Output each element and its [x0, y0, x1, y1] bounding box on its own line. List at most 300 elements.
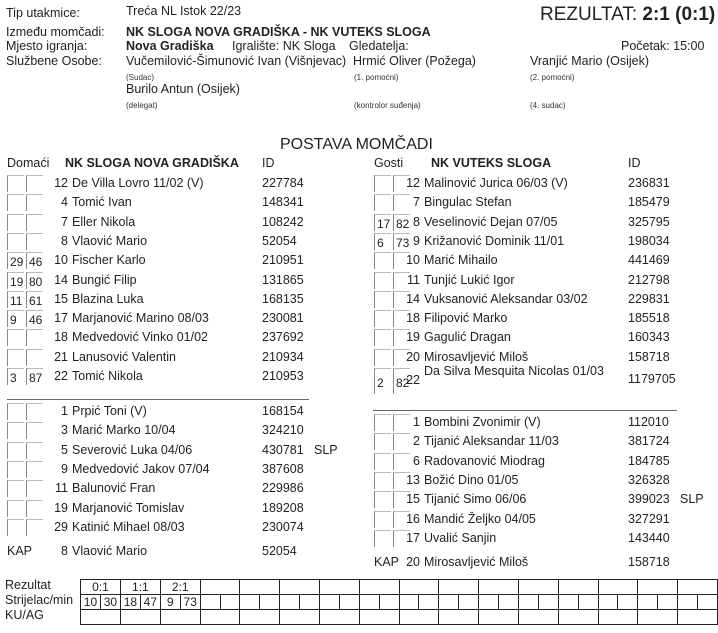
player-id: 229986: [262, 481, 304, 496]
player-id: 430781: [262, 442, 304, 457]
player-id: 210934: [262, 349, 304, 364]
scorer-minute-cell: [260, 595, 280, 610]
stadium-value: Igralište: NK Sloga: [232, 39, 336, 53]
player-number: 5: [61, 442, 68, 457]
player-id: 148341: [262, 195, 304, 210]
scorer-number-cell: [638, 595, 658, 610]
scorer-minute-cell: [300, 595, 320, 610]
player-number: 20: [406, 349, 420, 364]
home-starter-row: [7, 174, 347, 193]
player-id: 229831: [628, 291, 670, 306]
player-number: 2: [413, 434, 420, 449]
player-name: Radovanović Miodrag: [424, 453, 545, 468]
player-id: 185479: [628, 195, 670, 210]
scorer-number-cell: [479, 595, 499, 610]
home-sub-row: [7, 479, 347, 498]
player-name: Mirosavljević Miloš: [424, 349, 529, 364]
player-id: 210951: [262, 253, 304, 268]
minute-box: [7, 233, 24, 250]
score-result-cell: 0:1: [81, 580, 121, 595]
home-sub-row: [7, 402, 347, 421]
minute-box: [26, 214, 43, 231]
player-number: 15: [406, 492, 420, 507]
official-referee: Vučemilović-Šimunović Ivan (Višnjevac): [126, 54, 347, 68]
minute-box: [26, 461, 43, 478]
player-number: 12: [54, 176, 68, 190]
minute-box: 19: [7, 272, 24, 289]
minute-box: [26, 349, 43, 366]
home-starter-row: [7, 328, 347, 347]
minute-box: [7, 349, 24, 366]
player-id: 381724: [628, 434, 670, 449]
player-number: 11: [55, 481, 68, 496]
captain-number: 8: [61, 544, 68, 558]
player-name: Filipović Marko: [424, 311, 508, 326]
score-row-label-ku: KU/AG: [5, 608, 44, 622]
home-team-name: NK SLOGA NOVA GRADIŠKA: [65, 156, 239, 170]
scorer-number-cell: [678, 595, 698, 610]
player-number: 9: [61, 461, 68, 476]
player-name: Gagulić Dragan: [424, 330, 511, 345]
official-referee-role: (Sudac): [126, 73, 155, 82]
minute-box: [374, 414, 391, 431]
player-name: Mandić Željko 04/05: [424, 511, 536, 526]
home-sub-row: [7, 518, 347, 537]
score-ku-cell: [439, 610, 479, 625]
score-result-cell: [558, 580, 598, 595]
scorer-minute-cell: 47: [140, 595, 160, 610]
player-number: 8: [61, 233, 68, 248]
home-id-label: ID: [262, 156, 275, 170]
away-team-name: NK VUTEKS SLOGA: [431, 156, 552, 170]
scorer-number-cell: [399, 595, 419, 610]
player-number: 16: [406, 511, 420, 526]
minute-box: [374, 491, 391, 508]
captain-name: Vlaović Mario: [72, 544, 148, 558]
home-starter-row: [7, 193, 347, 212]
minute-box: 82: [393, 368, 410, 394]
minute-box: [374, 329, 391, 346]
player-number: 15: [54, 291, 68, 306]
score-result-row: [81, 580, 718, 595]
scorer-minute-cell: [459, 595, 479, 610]
minute-box: [7, 403, 24, 420]
player-name: Malinović Jurica 06/03 (V): [424, 176, 568, 190]
spectators-label: Gledatelja:: [349, 39, 409, 53]
scorer-minute-cell: [578, 595, 598, 610]
home-sub-row: [7, 460, 347, 479]
captain-label: KAP: [374, 555, 400, 569]
player-name: Božić Dino 01/05: [424, 472, 519, 487]
official-controller-role: (kontrolor suđenja): [354, 101, 421, 110]
score-ku-cell: [598, 610, 638, 625]
player-number: 29: [54, 519, 68, 534]
score-ku-cell: [200, 610, 240, 625]
player-id: 168154: [262, 404, 304, 418]
scorer-minute-cell: [538, 595, 558, 610]
official-fourth-role: (4. sudac): [530, 101, 566, 110]
scorer-number-cell: [439, 595, 459, 610]
home-captain-row: [7, 542, 347, 561]
minute-box: 82: [393, 214, 410, 231]
player-name: Vlaović Mario: [72, 233, 148, 248]
home-divider: [7, 399, 309, 400]
score-result-cell: [240, 580, 280, 595]
scorer-minute-cell: [339, 595, 359, 610]
minute-box: [374, 349, 391, 366]
player-name: Tijanić Aleksandar 11/03: [424, 434, 559, 449]
player-id: 184785: [628, 453, 670, 468]
player-number: 9: [413, 233, 420, 248]
player-status: SLP: [314, 442, 338, 457]
scorer-minute-cell: [697, 595, 717, 610]
score-result-cell: [638, 580, 678, 595]
player-name: Bombini Zvonimir (V): [424, 415, 541, 429]
minute-box: [26, 403, 43, 420]
home-sub-row: [7, 441, 347, 460]
minute-box: [7, 519, 24, 536]
minute-box: [7, 461, 24, 478]
player-name: Marić Marko 10/04: [72, 423, 176, 438]
teams-label: Između momčadi:: [6, 25, 105, 39]
scorer-minute-cell: 30: [100, 595, 120, 610]
score-result-cell: [280, 580, 320, 595]
home-sub-row: [7, 421, 347, 440]
result-block: [540, 4, 715, 26]
player-name: Tunjić Lukić Igor: [424, 272, 515, 287]
score-result-cell: 2:1: [160, 580, 200, 595]
player-number: 14: [54, 272, 68, 287]
away-captain-row: [374, 553, 714, 572]
player-number: 8: [413, 214, 420, 229]
away-starter-row: [374, 290, 714, 309]
player-name: Da Silva Mesquita Nicolas 01/03: [424, 364, 604, 378]
minute-box: [374, 453, 391, 470]
result-label: REZULTAT:: [540, 4, 638, 25]
minute-box: [26, 442, 43, 459]
player-number: 21: [54, 349, 68, 364]
player-id: 399023: [628, 492, 670, 507]
away-sub-row: [374, 471, 714, 490]
player-id: 112010: [628, 415, 669, 429]
teams-value: NK SLOGA NOVA GRADIŠKA - NK VUTEKS SLOGA: [126, 25, 431, 39]
score-result-cell: [399, 580, 439, 595]
home-starter-row: [7, 271, 347, 290]
away-starter-row: [374, 271, 714, 290]
minute-box: 3: [7, 368, 24, 385]
captain-name: Mirosavljević Miloš: [424, 555, 529, 569]
score-ku-cell: [399, 610, 439, 625]
scorer-number-cell: 9: [160, 595, 180, 610]
score-ku-cell: [359, 610, 399, 625]
score-ku-cell: [280, 610, 320, 625]
scorer-number-cell: [320, 595, 340, 610]
player-number: 17: [406, 530, 420, 545]
officials-label: Službene Osobe:: [6, 54, 102, 68]
player-id: 210953: [262, 369, 304, 383]
player-number: 14: [406, 291, 420, 306]
away-starter-row: [374, 193, 714, 212]
minute-box: [7, 480, 24, 497]
player-name: Tijanić Simo 06/06: [424, 492, 527, 507]
minute-box: 46: [26, 310, 43, 327]
match-type-value: Treća NL Istok 22/23: [126, 4, 242, 18]
minute-box: [7, 329, 24, 346]
score-result-cell: [439, 580, 479, 595]
player-id: 325795: [628, 214, 670, 229]
away-starter-row: [374, 309, 714, 328]
minute-box: 61: [26, 291, 43, 308]
home-starter-row: [7, 367, 347, 386]
official-delegate: Burilo Antun (Osijek): [126, 82, 240, 96]
score-ku-cell: [558, 610, 598, 625]
captain-id: 52054: [262, 544, 297, 558]
scorer-minute-cell: [419, 595, 439, 610]
player-number: 18: [406, 311, 420, 326]
minute-box: 46: [26, 252, 43, 269]
scorer-number-cell: [359, 595, 379, 610]
score-table: [80, 579, 718, 625]
scorer-number-cell: 18: [120, 595, 140, 610]
scorer-minute-cell: [379, 595, 399, 610]
home-starter-row: [7, 213, 347, 232]
player-number: 11: [407, 272, 420, 287]
away-side-label: Gosti: [374, 156, 404, 170]
player-number: 19: [406, 330, 420, 345]
player-id: 227784: [262, 176, 304, 190]
minute-box: 6: [374, 233, 391, 250]
home-side-label: Domaći: [7, 156, 50, 170]
minute-box: 9: [7, 310, 24, 327]
player-name: Veselinović Dejan 07/05: [424, 214, 558, 229]
player-id: 230074: [262, 519, 304, 534]
player-name: De Villa Lovro 11/02 (V): [72, 176, 204, 190]
score-result-cell: [359, 580, 399, 595]
player-id: 230081: [262, 311, 304, 326]
player-name: Fischer Karlo: [72, 253, 146, 268]
player-id: 387608: [262, 461, 304, 476]
minute-box: [374, 175, 391, 192]
official-assistant-2: Vranjić Mario (Osijek): [530, 54, 650, 68]
scorer-number-cell: [240, 595, 260, 610]
player-number: 10: [406, 253, 420, 268]
score-result-cell: [320, 580, 360, 595]
match-type-label: Tip utakmice:: [6, 6, 80, 20]
official-delegate-role: (delegat): [126, 101, 158, 110]
score-ku-cell: [479, 610, 519, 625]
minute-box: [7, 442, 24, 459]
away-starter-row: [374, 213, 714, 232]
player-number: 19: [54, 500, 68, 515]
score-result-cell: [598, 580, 638, 595]
minute-box: [26, 480, 43, 497]
minute-box: [374, 433, 391, 450]
score-result-cell: [518, 580, 558, 595]
player-name: Vuksanović Aleksandar 03/02: [424, 291, 588, 306]
player-name: Bungić Filip: [72, 272, 137, 287]
minute-box: 80: [26, 272, 43, 289]
player-number: 10: [54, 253, 68, 268]
player-id: 168135: [262, 291, 304, 306]
player-name: Marjanović Marino 08/03: [72, 311, 209, 326]
player-name: Prpić Toni (V): [72, 404, 147, 418]
result-value: 2:1 (0:1): [642, 4, 716, 25]
home-starter-row: [7, 348, 347, 367]
score-ku-cell: [120, 610, 160, 625]
minute-box: 2: [374, 368, 391, 394]
away-starter-row: [374, 232, 714, 251]
away-id-label: ID: [628, 156, 641, 170]
home-sub-row: [7, 499, 347, 518]
section-title: POSTAVA MOMČADI: [280, 136, 433, 153]
player-name: Severović Luka 04/06: [72, 442, 193, 457]
player-id: 143440: [628, 530, 670, 545]
player-name: Balunović Fran: [72, 481, 156, 496]
minute-box: [7, 214, 24, 231]
captain-number: 20: [406, 555, 420, 569]
captain-id: 158718: [628, 555, 670, 569]
player-id: 108242: [262, 214, 304, 229]
player-name: Bingulac Stefan: [424, 195, 512, 210]
player-id: 158718: [628, 349, 670, 364]
player-name: Katinić Mihael 08/03: [72, 519, 185, 534]
minute-box: [26, 519, 43, 536]
player-id: 1179705: [628, 372, 676, 386]
venue-label: Mjesto igranja:: [6, 39, 88, 53]
player-id: 327291: [628, 511, 670, 526]
minute-box: [374, 291, 391, 308]
score-row-label-scorer: Strijelac/min: [5, 593, 74, 607]
player-name: Tomić Nikola: [72, 369, 143, 383]
player-id: 326328: [628, 472, 670, 487]
player-number: 17: [54, 311, 68, 326]
away-sub-row: [374, 413, 714, 432]
minute-box: 29: [7, 252, 24, 269]
minute-box: 17: [374, 214, 391, 231]
score-result-cell: 1:1: [120, 580, 160, 595]
player-id: 160343: [628, 330, 670, 345]
away-starter-row: [374, 364, 714, 393]
player-id: 189208: [262, 500, 304, 515]
away-sub-row: [374, 490, 714, 509]
scorer-minute-cell: 73: [180, 595, 200, 610]
player-name: Eller Nikola: [72, 214, 136, 229]
player-name: Uvalić Sanjin: [424, 530, 497, 545]
away-sub-row: [374, 452, 714, 471]
home-starter-row: [7, 290, 347, 309]
minute-box: [374, 472, 391, 489]
score-ku-cell: [678, 610, 718, 625]
player-number: 12: [406, 176, 420, 190]
minute-box: [26, 422, 43, 439]
away-starter-row: [374, 328, 714, 347]
scorer-number-cell: 10: [81, 595, 101, 610]
player-name: Marić Mihailo: [424, 253, 498, 268]
scorer-number-cell: [558, 595, 578, 610]
venue-value: Nova Gradiška: [126, 39, 214, 53]
player-number: 6: [413, 453, 420, 468]
minute-box: [374, 252, 391, 269]
home-starter-row: [7, 232, 347, 251]
player-name: Križanović Dominik 11/01: [424, 233, 565, 248]
player-id: 52054: [262, 233, 297, 248]
away-divider: [373, 410, 677, 411]
minute-box: [26, 194, 43, 211]
scorer-number-cell: [200, 595, 220, 610]
score-result-cell: [678, 580, 718, 595]
player-name: Medvedović Vinko 01/02: [72, 330, 208, 345]
score-result-cell: [479, 580, 519, 595]
captain-label: KAP: [7, 544, 33, 558]
scorer-number-cell: [598, 595, 618, 610]
away-starter-row: [374, 251, 714, 270]
player-name: Tomić Ivan: [72, 195, 132, 210]
player-id: 198034: [628, 233, 670, 248]
official-assistant-1: Hrmić Oliver (Požega): [353, 54, 476, 68]
player-number: 7: [413, 195, 420, 210]
score-row-label-result: Rezultat: [5, 578, 51, 592]
minute-box: [374, 310, 391, 327]
minute-box: 73: [393, 233, 410, 250]
player-number: 22: [54, 369, 68, 383]
player-id: 212798: [628, 272, 670, 287]
player-id: 236831: [628, 176, 670, 190]
minute-box: [374, 511, 391, 528]
player-id: 237692: [262, 330, 304, 345]
player-number: 1: [61, 404, 68, 418]
score-result-cell: [200, 580, 240, 595]
home-starter-row: [7, 309, 347, 328]
minute-box: [374, 194, 391, 211]
player-number: 7: [61, 214, 68, 229]
player-name: Medvedović Jakov 07/04: [72, 461, 210, 476]
minute-box: [7, 422, 24, 439]
player-id: 185518: [628, 311, 670, 326]
player-id: 131865: [262, 272, 304, 287]
player-number: 1: [413, 415, 420, 429]
score-ku-cell: [240, 610, 280, 625]
minute-box: [374, 530, 391, 547]
minute-box: [26, 500, 43, 517]
minute-box: [374, 272, 391, 289]
scorer-number-cell: [518, 595, 538, 610]
minute-box: [7, 500, 24, 517]
player-id: 441469: [628, 253, 670, 268]
away-sub-row: [374, 529, 714, 548]
official-assistant-1-role: (1. pomoćni): [354, 73, 399, 82]
player-name: Lanusović Valentin: [72, 349, 177, 364]
minute-box: [26, 175, 43, 192]
score-ku-cell: [81, 610, 121, 625]
score-ku-cell: [160, 610, 200, 625]
kickoff-time: Početak: 15:00: [621, 39, 705, 53]
player-status: SLP: [680, 492, 704, 507]
player-name: Blazina Luka: [72, 291, 144, 306]
minute-box: 87: [26, 368, 43, 385]
away-sub-row: [374, 432, 714, 451]
score-ku-cell: [320, 610, 360, 625]
scorer-minute-cell: [220, 595, 240, 610]
player-number: 4: [61, 195, 68, 210]
minute-box: 11: [7, 291, 24, 308]
score-ku-cell: [638, 610, 678, 625]
player-number: 13: [406, 472, 420, 487]
home-starter-row: [7, 251, 347, 270]
scorer-minute-cell: [658, 595, 678, 610]
minute-box: [7, 194, 24, 211]
minute-box: [26, 329, 43, 346]
minute-box: [7, 175, 24, 192]
